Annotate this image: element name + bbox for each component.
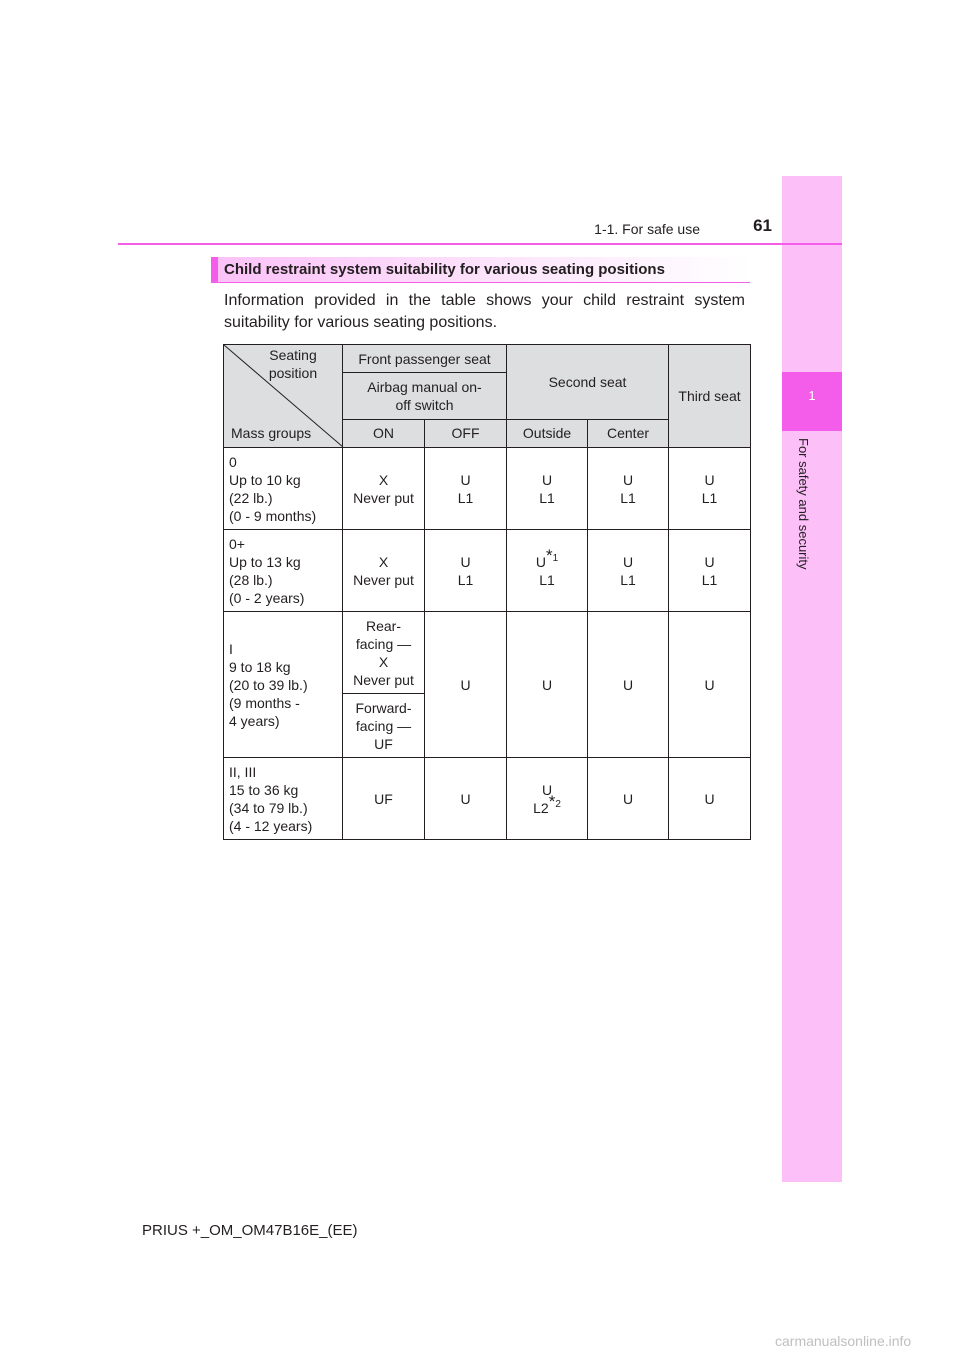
footnote-marker <box>548 791 561 811</box>
group-line: 15 to 36 kg <box>229 781 299 798</box>
table-row <box>224 448 751 530</box>
header-on: ON <box>343 419 425 447</box>
cell-center: U <box>588 612 669 758</box>
cell-value: U <box>460 553 471 570</box>
cell-third <box>669 448 751 530</box>
cell-value: L1 <box>620 571 636 588</box>
group-line: 0 <box>229 453 237 470</box>
mass-group-cell <box>224 530 343 612</box>
header-center: Center <box>588 419 669 447</box>
group-line: (9 months - <box>229 694 300 711</box>
header-section-title: 1-1. For safe use <box>594 221 700 237</box>
header-rule <box>118 243 842 245</box>
cell-value: L1 <box>701 489 718 506</box>
cell-value: U <box>704 553 715 570</box>
cell-value: U <box>541 781 553 798</box>
cell-value: Rear- <box>365 617 401 634</box>
mass-group-cell <box>224 612 343 758</box>
header-outside: Outside <box>507 419 588 447</box>
cell-value: L1 <box>457 489 474 506</box>
cell-center: U <box>588 758 669 840</box>
airbag-switch-label: Airbag manual on-off switch <box>367 378 482 413</box>
cell-value: U <box>460 471 471 488</box>
mass-groups-label: Mass groups <box>231 425 312 441</box>
group-line: (0 - 9 months) <box>229 507 317 524</box>
mass-group-cell <box>224 758 343 840</box>
group-line: 4 years) <box>229 712 280 729</box>
footnote-marker <box>545 545 559 565</box>
cell-off: U <box>425 612 507 758</box>
cell-value: UF <box>374 735 393 752</box>
group-line: (28 lb.) <box>229 571 273 588</box>
watermark-link[interactable]: carmanualsonline.info <box>775 1333 912 1349</box>
section-title: Child restraint system suitability for various seating positions <box>224 261 665 278</box>
cell-value: L1 <box>539 489 555 506</box>
cell-center <box>588 448 669 530</box>
cell-off: U <box>425 758 507 840</box>
cell-off <box>425 448 507 530</box>
header-airbag-switch <box>343 373 507 419</box>
cell-value: facing — <box>355 717 412 734</box>
cell-third: U <box>669 612 751 758</box>
cell-value-with-footnote <box>507 545 587 571</box>
cell-off <box>425 530 507 612</box>
cell-value: Never put <box>353 489 414 506</box>
cell-outside <box>507 758 588 840</box>
footnote-number: 1 <box>552 552 559 564</box>
page-number: 61 <box>753 216 772 235</box>
section-title-bar <box>211 257 750 283</box>
chapter-number: 1 <box>808 388 816 403</box>
cell-value: Never put <box>353 671 414 688</box>
table-row <box>224 612 751 694</box>
cell-value: L2 <box>533 799 549 816</box>
group-line: II, III <box>229 763 257 780</box>
cell-value-with-footnote <box>507 791 587 817</box>
cell-value: X <box>378 471 389 488</box>
footnote-star: * <box>545 545 553 565</box>
cell-value: U <box>541 471 553 488</box>
cell-value: U <box>704 471 715 488</box>
group-line: (20 to 39 lb.) <box>229 676 308 693</box>
document-footer-code: PRIUS +_OM_OM47B16E_(EE) <box>142 1222 358 1239</box>
footnote-number: 2 <box>555 798 561 810</box>
group-line: (4 - 12 years) <box>229 817 313 834</box>
cell-value: X <box>378 553 389 570</box>
group-line: I <box>229 640 233 657</box>
chapter-side-tab <box>782 176 842 1182</box>
corner-header <box>224 345 343 448</box>
suitability-table <box>223 344 751 840</box>
group-line: Up to 13 kg <box>229 553 301 570</box>
cell-center <box>588 530 669 612</box>
cell-value: Forward- <box>355 699 412 716</box>
cell-value: X <box>378 653 389 670</box>
group-line: (34 to 79 lb.) <box>229 799 308 816</box>
cell-value: U <box>535 553 546 570</box>
cell-value: L1 <box>701 571 718 588</box>
table-row <box>224 758 751 840</box>
cell-value: L1 <box>539 571 555 588</box>
chapter-label: For safety and security <box>796 438 811 570</box>
mass-group-cell <box>224 448 343 530</box>
header-second-seat: Second seat <box>507 345 669 420</box>
intro-paragraph: Information provided in the table shows your child restraint system suitability for various seating positions. <box>224 292 745 331</box>
cell-outside <box>507 448 588 530</box>
section-title-rule <box>211 282 750 283</box>
cell-value: facing — <box>355 635 412 652</box>
footnote-star: * <box>548 791 556 811</box>
group-line: 0+ <box>229 535 245 552</box>
cell-on <box>343 448 425 530</box>
group-line: (0 - 2 years) <box>229 589 305 606</box>
cell-outside <box>507 530 588 612</box>
cell-on: UF <box>343 758 425 840</box>
seating-position-label: Seating position <box>268 347 318 381</box>
chapter-label-container <box>795 438 815 588</box>
header-front-passenger: Front passenger seat <box>343 345 507 373</box>
group-line: 9 to 18 kg <box>229 658 291 675</box>
cell-third: U <box>669 758 751 840</box>
header-third-seat: Third seat <box>669 345 751 448</box>
group-line: Up to 10 kg <box>229 471 301 488</box>
group-line: (22 lb.) <box>229 489 273 506</box>
header-off: OFF <box>425 419 507 447</box>
cell-outside: U <box>507 612 588 758</box>
cell-value: L1 <box>620 489 636 506</box>
cell-on-rear-facing <box>343 612 425 694</box>
cell-value: Never put <box>353 571 414 588</box>
cell-value: U <box>622 471 634 488</box>
table-row <box>224 530 751 612</box>
cell-third <box>669 530 751 612</box>
cell-on <box>343 530 425 612</box>
cell-value: U <box>622 553 634 570</box>
cell-value: L1 <box>457 571 474 588</box>
cell-on-forward-facing <box>343 694 425 758</box>
